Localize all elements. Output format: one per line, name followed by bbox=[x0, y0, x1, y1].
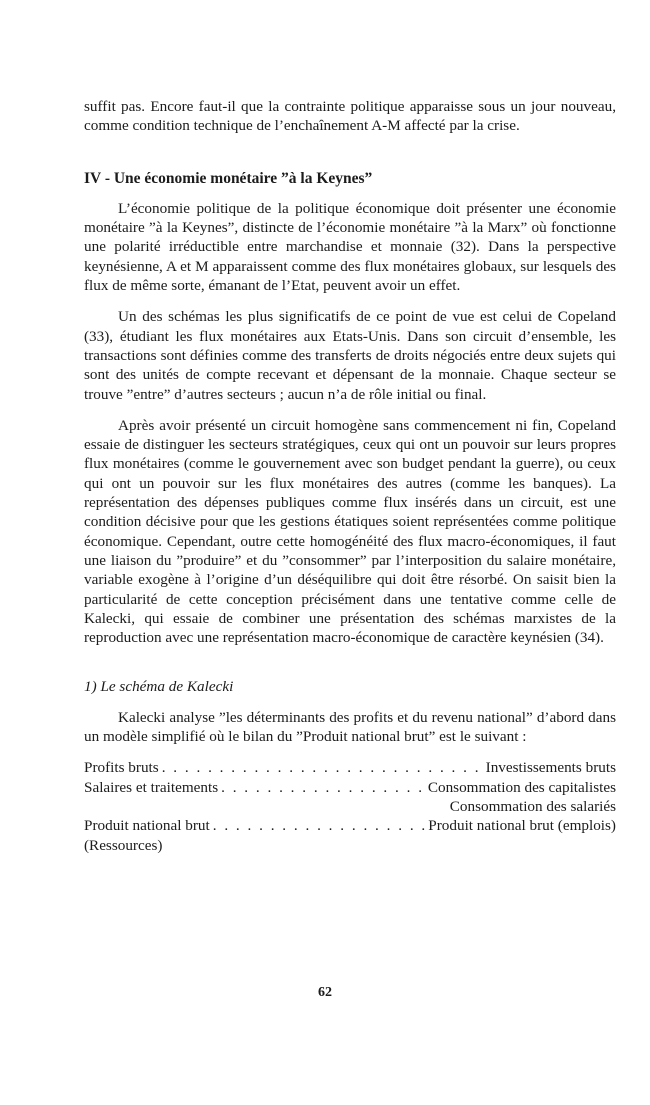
account-row bbox=[84, 758, 616, 777]
leader-dots bbox=[221, 778, 425, 797]
page-number: 62 bbox=[318, 985, 332, 1000]
section-heading-iv: IV - Une économie monétaire ”à la Keynes” bbox=[84, 169, 373, 187]
account-use: Investissements bruts bbox=[485, 759, 616, 777]
account-row bbox=[84, 836, 616, 855]
account-use: Consommation des salariés bbox=[449, 797, 616, 815]
paragraph-keynes-economy: L’économie politique de la politique économique doit présenter une économie monétaire ”à la Keynes”, distincte de l’économie monétaire ”à la Marx” où fonctionne une polarité irréductible entre marchandise et monnaie (32). Dans la perspective keynésienne, A et M apparaissent comme des flux monétaires globaux, sur lesquels des flux de même sorte, émanant de l’Etat, peuvent avoir un effet. bbox=[84, 199, 616, 295]
account-row bbox=[84, 816, 616, 835]
paragraph-copeland: Un des schémas les plus significatifs de ce point de vue est celui de Copeland (33), étudiant les flux monétaires aux Etats-Unis. Dans son circuit d’ensemble, les transactions sont définies comme des transferts de droits négociés entre deux sujets qui sont des unités de compte recevant et dépensant de la monnaie. Chaque secteur se trouve ”entre” d’autres secteurs ; aucun n’a de rôle initial ou final. bbox=[84, 308, 616, 403]
subsection-heading-kalecki: 1) Le schéma de Kalecki bbox=[84, 678, 234, 696]
account-row bbox=[84, 778, 616, 797]
account-resource: Profits bruts bbox=[84, 759, 159, 777]
account-use: Consommation des capitalistes bbox=[427, 778, 616, 796]
leader-dots bbox=[162, 758, 483, 777]
account-resource: (Ressources) bbox=[84, 836, 163, 854]
account-resource: Salaires et traitements bbox=[84, 778, 219, 796]
national-product-account bbox=[84, 758, 616, 854]
account-row bbox=[84, 797, 616, 816]
account-resource: Produit national brut bbox=[84, 817, 210, 835]
paragraph-kalecki-intro: Kalecki analyse ”les déterminants des profits et du revenu national” d’abord dans un modèle simplifié où le bilan du ”Produit national brut” est le suivant : bbox=[84, 708, 616, 746]
leader-dots bbox=[213, 816, 426, 835]
body-text bbox=[84, 97, 616, 855]
account-use: Produit national brut (emplois) bbox=[428, 817, 616, 835]
paragraph-continuation: suffit pas. Encore faut-il que la contrainte politique apparaisse sous un jour nouveau, comme condition technique de l’enchaînement A-M affecté par la crise. bbox=[84, 98, 616, 135]
paragraph-strategic-sectors: Après avoir présenté un circuit homogène sans commencement ni fin, Copeland essaie de distinguer les secteurs stratégiques, ceux qui ont un pouvoir sur leurs propres flux monétaires (comme le gouvernement avec son budget pendant la guerre), ou ceux qui ont un pouvoir sur les flux monétaires des autres (comme les banques). La représentation des dépenses publiques comme flux insérés dans un circuit, est une condition décisive pour que les gestions étatiques soient représentées comme politique économique. Cependant, outre cette homogénéité des flux macro-économiques, il faut une liaison du ”produire” et du ”consommer” par l’interposition du salaire monétaire, variable exogène à l’origine d’un déséquilibre qui doit être résorbé. On saisit bien la particularité de cette conception précisément dans une tentative comme celle de Kalecki, qui essaie de combiner une présentation des schémas marxistes de la reproduction avec une représentation macro-économique de caractère keynésien (34). bbox=[84, 416, 616, 647]
